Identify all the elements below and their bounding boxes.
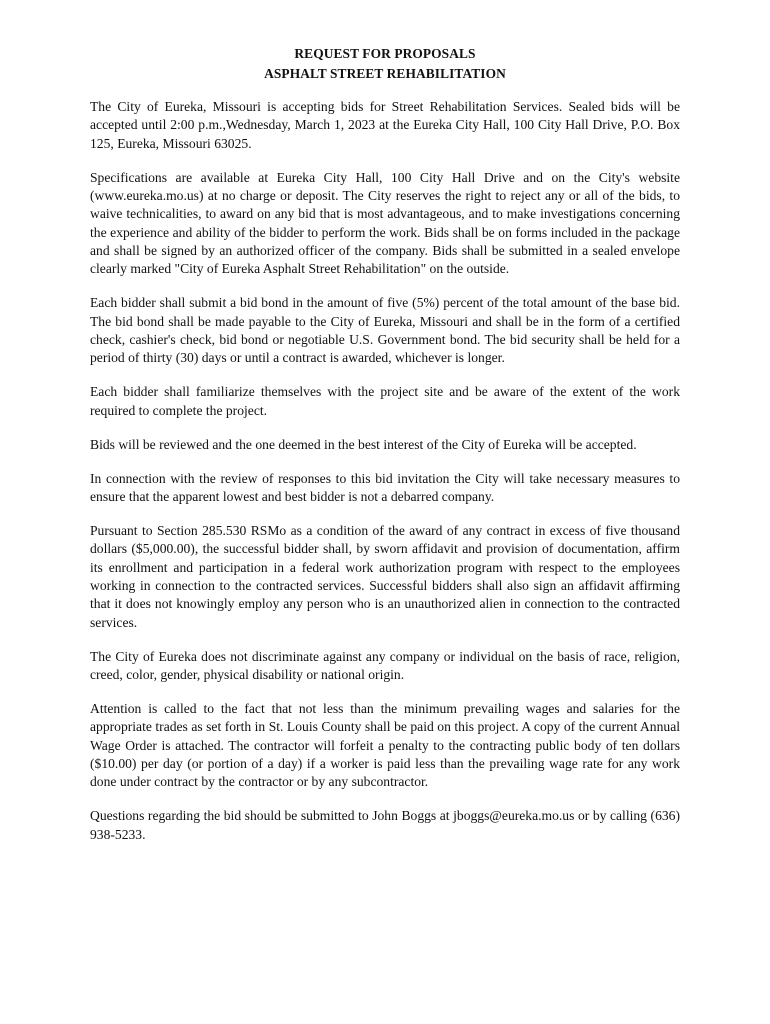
document-title-line-1: REQUEST FOR PROPOSALS [294,46,476,61]
paragraph-questions-contact: Questions regarding the bid should be submitted to John Boggs at jboggs@eureka.mo.us or by calling (636) 938-5233. [90,808,680,842]
paragraph-work-authorization: Pursuant to Section 285.530 RSMo as a condition of the award of any contract in excess of five thousand dollars ($5,000.00), the successful bidder shall, by sworn affidavit and provision of documentation, affirm its enrollment and participation in a federal work authorization program with respect to the employees working in connection to the contracted services. Successful bidders shall also sign an affidavit affirming that it does not knowingly employ any person who is an unauthorized alien in connection to the contracted services. [90,523,680,630]
document-title-line-2: ASPHALT STREET REHABILITATION [264,66,506,81]
paragraph-nondiscrimination: The City of Eureka does not discriminate against any company or individual on the basis of race, religion, creed, color, gender, physical disability or national origin. [90,648,680,682]
paragraph-specifications: Specifications are available at Eureka City Hall, 100 City Hall Drive and on the City's website (www.eureka.mo.us) at no charge or deposit. The City reserves the right to reject any or all of the bids, to waive technicalities, to award on any bid that is most advantageous, and to make investigations concerning the experience and ability of the bidder to perform the work. Bids shall be on forms included in the package and shall be signed by an authorized officer of the company. Bids shall be submitted in a sealed envelope clearly marked "City of Eureka Asphalt Street Rehabilitation" on the outside. [90,169,680,277]
paragraph-bid-deadline: The City of Eureka, Missouri is accepting bids for Street Rehabilitation Services. Sealed bids will be accepted until 2:00 p.m.,Wednesday, March 1, 2023 at the Eureka City Hall, 100 City Hall Drive, P.O. Box 125, Eureka, Missouri 63025. [90,99,680,151]
paragraph-debarred: In connection with the review of responses to this bid invitation the City will take necessary measures to ensure that the apparent lowest and best bidder is not a debarred company. [90,470,680,505]
paragraph-prevailing-wage: Attention is called to the fact that not less than the minimum prevailing wages and salaries for the appropriate trades as set forth in St. Louis County shall be paid on this project. A copy of the current Annual Wage Order is attached. The contractor will forfeit a penalty to the contracting public body of ten dollars ($10.00) per day (or portion of a day) if a worker is paid less than the prevailing wage rate for any work done under contract by the contractor or by any subcontractor. [90,701,680,790]
document-page [90,44,680,860]
paragraph-project-site: Each bidder shall familiarize themselves with the project site and be aware of the extent of the work required to complete the project. [90,384,680,418]
paragraph-bid-bond: Each bidder shall submit a bid bond in the amount of five (5%) percent of the total amount of the base bid. The bid bond shall be made payable to the City of Eureka, Missouri and shall be in the form of a certified check, cashier's check, bid bond or negotiable U.S. Government bond. The bid security shall be held for a period of thirty (30) days or until a contract is awarded, whichever is longer. [90,295,680,366]
paragraph-bid-review: Bids will be reviewed and the one deemed in the best interest of the City of Eureka will be accepted. [90,436,637,452]
